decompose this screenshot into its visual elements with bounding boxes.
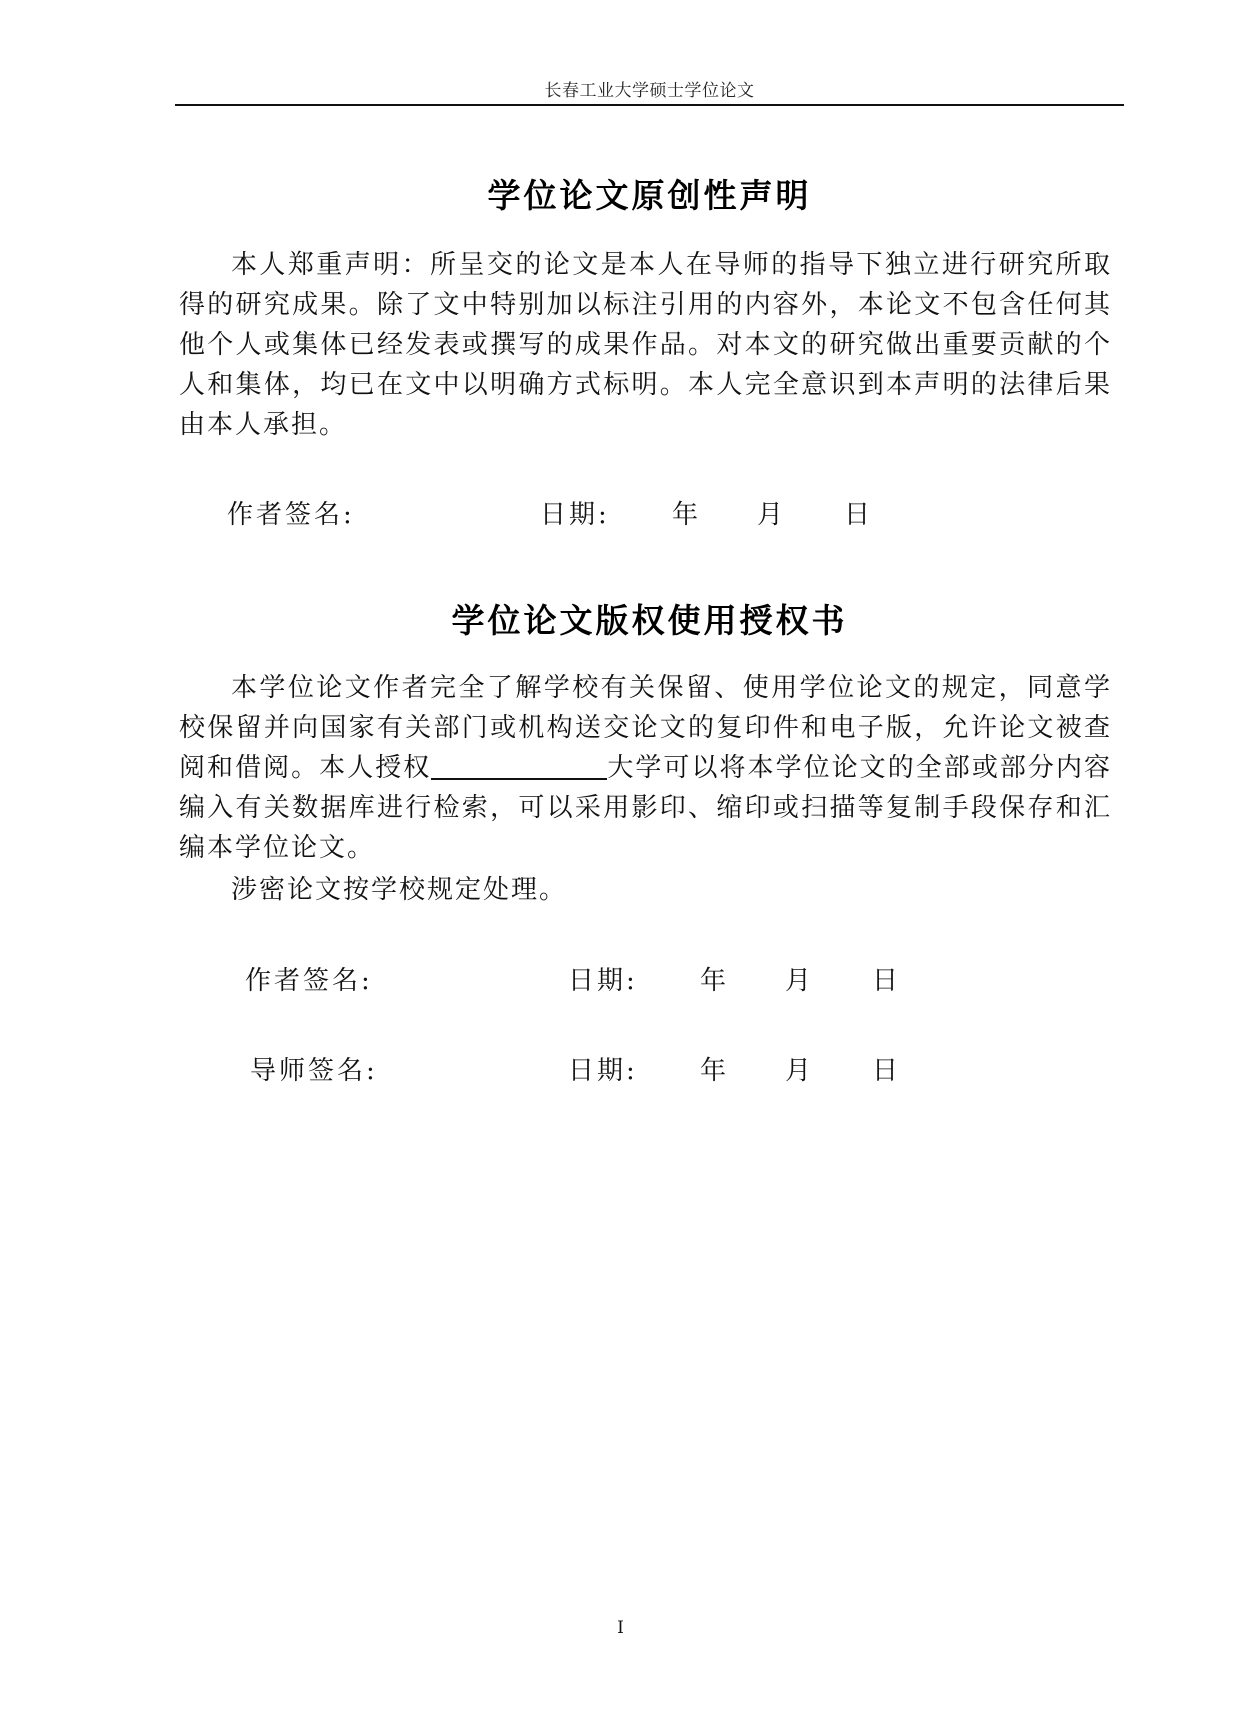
header-rule [175, 104, 1124, 106]
page-number: I [617, 1618, 624, 1638]
authorization-title: 学位论文版权使用授权书 [451, 601, 848, 640]
date-label: 日期: [540, 500, 610, 530]
month-label: 月 [785, 1056, 815, 1086]
day-label: 日 [872, 1056, 902, 1086]
author-signature-label: 作者签名: [227, 500, 355, 530]
declaration-title: 学位论文原创性声明 [487, 176, 812, 215]
day-label: 日 [872, 966, 902, 996]
running-header: 长春工业大学硕士学位论文 [544, 81, 755, 101]
authorization-body [179, 668, 1112, 868]
university-blank-line [431, 752, 607, 780]
month-label: 月 [785, 966, 815, 996]
authorization-body-part1: 本学位论文作者完全了解学校有关保留、使用学位论文的规定，同意学校保留并向国家有关部门或机构送交论文的复印件和电子版，允许论文被查阅和借阅。本人授权 [179, 673, 1112, 783]
secret-note: 涉密论文按学校规定处理。 [231, 875, 568, 905]
year-label: 年 [672, 500, 702, 530]
day-label: 日 [844, 500, 874, 530]
date-label: 日期: [568, 1056, 638, 1086]
date-label: 日期: [568, 966, 638, 996]
month-label: 月 [757, 500, 787, 530]
year-label: 年 [700, 1056, 730, 1086]
advisor-signature-label: 导师签名: [250, 1056, 378, 1086]
author-signature-label: 作者签名: [245, 966, 373, 996]
year-label: 年 [700, 966, 730, 996]
authorization-body-part2: 大学可以将本学位论文的全部或部分内容编入有关数据库进行检索，可以采用影印、缩印或扫描等复制手段保存和汇编本学位论文。 [179, 753, 1112, 863]
declaration-body: 本人郑重声明：所呈交的论文是本人在导师的指导下独立进行研究所取得的研究成果。除了文中特别加以标注引用的内容外，本论文不包含任何其他个人或集体已经发表或撰写的成果作品。对本文的研究做出重要贡献的个人和集体，均已在文中以明确方式标明。本人完全意识到本声明的法律后果由本人承担。 [179, 250, 1112, 440]
